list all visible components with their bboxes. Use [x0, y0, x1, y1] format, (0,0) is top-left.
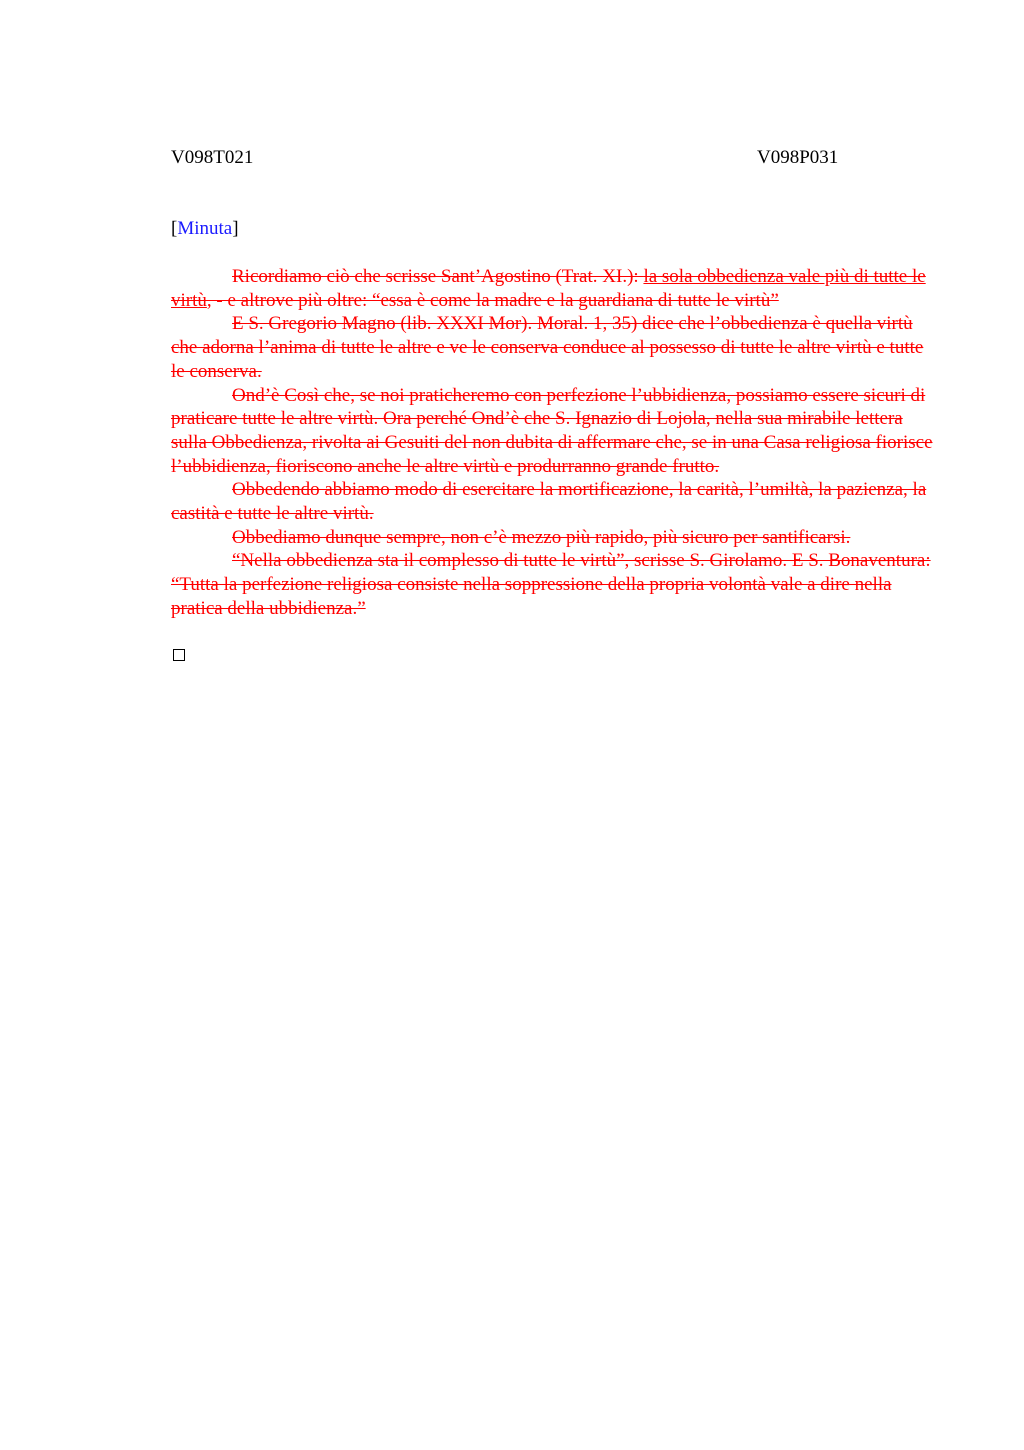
paragraph-3: Ond’è Così che, se noi praticheremo con perfezione l’ubbidienza, possiamo essere sicuri di praticare tutte le altre virtù. Ora perché Ond’è che S. Ignazio di Lojola, nella sua mirabile lettera sulla Obbedienza, rivolta ai Gesuiti del non dubita di affermare che, se in una Casa religiosa fiorisce l’ubbidienza, fioriscono anche le altre virtù e produrranno grande frutto. [171, 384, 933, 477]
header-right-code: V098P031 [757, 147, 839, 168]
paragraph-6: “Nella obbedienza sta il complesso di tutte le virtù”, scrisse S. Girolamo. E S. Bonaventura: “Tutta la perfezione religiosa consiste nella soppressione della propria volontà vale a dire nella pratica della ubbidienza.” [171, 550, 931, 619]
paragraph-1-intro: Ricordiamo ciò che scrisse Sant’Agostino (Trat. XI.): [232, 266, 644, 287]
paragraph-2: E S. Gregorio Magno (lib. XXXI Mor). Moral. 1, 35) dice che l’obbedienza è quella virtù che adorna l’anima di tutte le altre e ve le conserva conduce al possesso di tutte le altre virtù e tutte le conserva. [171, 313, 924, 382]
minuta-close-bracket: ] [232, 218, 239, 239]
minuta-word: Minuta [177, 218, 233, 239]
paragraph-4: Obbedendo abbiamo modo di esercitare la mortificazione, la carità, l’umiltà, la pazienza, la castità e tutte le altre virtù. [171, 479, 927, 525]
end-marker-square [173, 649, 185, 661]
minuta-label [171, 218, 239, 240]
header-left-code: V098T021 [171, 147, 254, 168]
paragraph-5: Obbediamo dunque sempre, non c’è mezzo più rapido, più sicuro per santificarsi. [232, 526, 851, 548]
paragraph-1 [171, 265, 933, 312]
struck-through-text [171, 265, 933, 621]
paragraph-1-underlined-quote: la sola obbedienza vale più di tutte le virtù [171, 266, 926, 311]
paragraph-1-rest: , - e altrove più oltre: “essa è come la madre e la guardiana di tutte le virtù” [206, 289, 779, 311]
minuta-open-bracket: [ [171, 218, 178, 239]
